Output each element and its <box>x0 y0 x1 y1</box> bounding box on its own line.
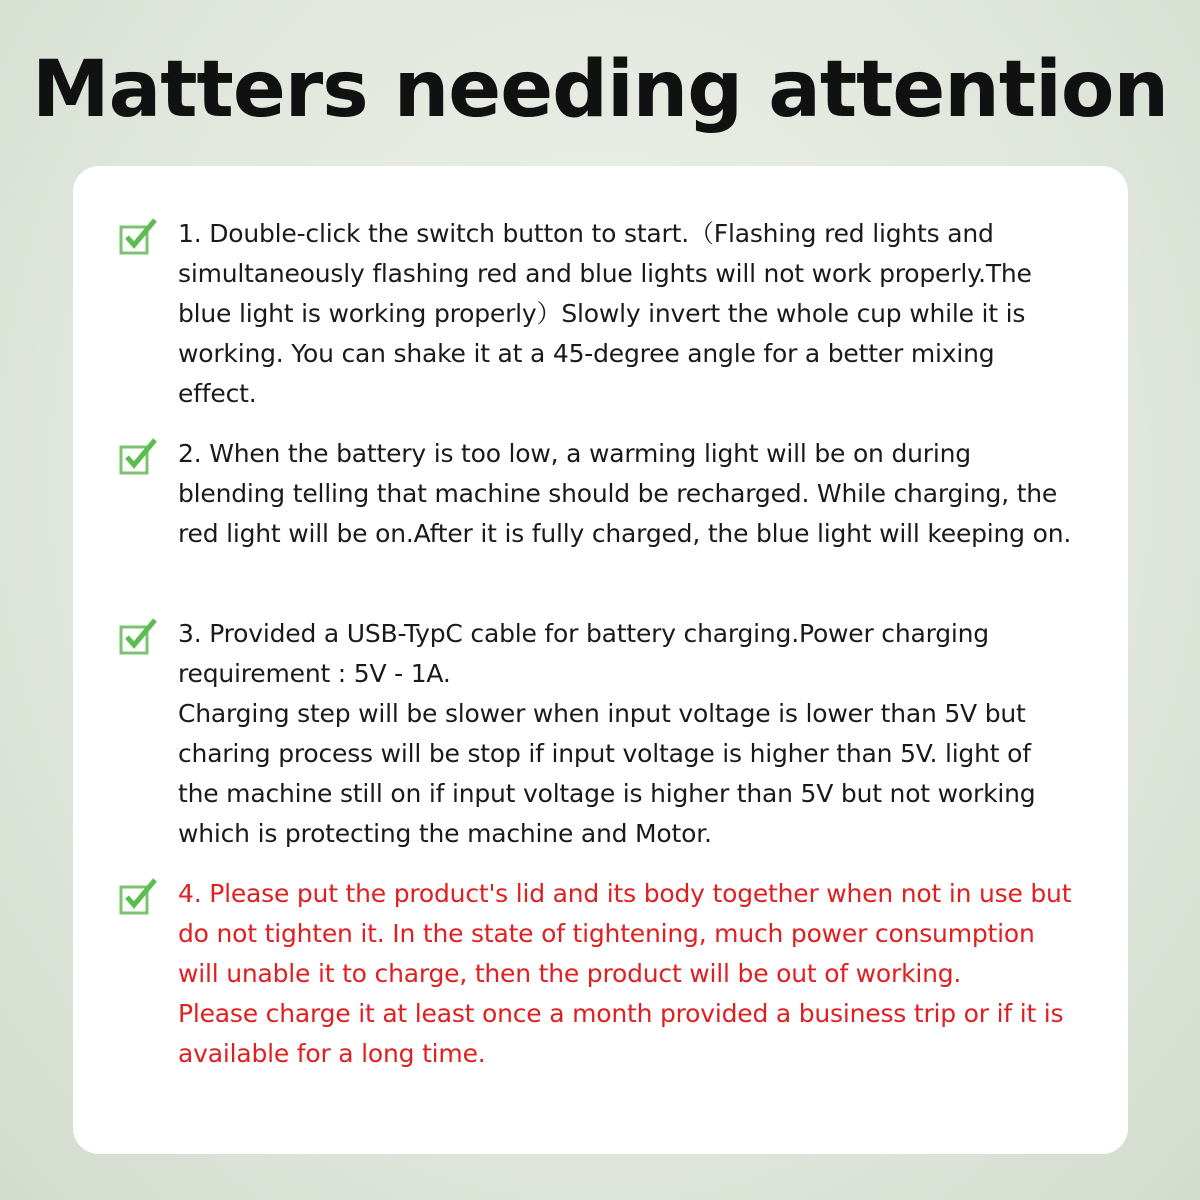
item-2-text <box>178 434 1078 554</box>
item-4-text <box>178 874 1078 1074</box>
checkbox-checked-icon <box>119 878 159 916</box>
checkbox-checked-icon <box>119 218 159 256</box>
item-4-paragraph-2: Please charge it at least once a month provided a business trip or if it is available for a long time. <box>178 999 1064 1068</box>
notes-card <box>73 166 1128 1154</box>
item-1-paragraph: 1. Double-click the switch button to start.（Flashing red lights and simultaneously flashing red and blue lights will not work properly.The blue light is working properly）Slowly invert the whole cup while it is working. You can shake it at a 45-degree angle for a better mixing effect. <box>178 219 1032 408</box>
item-1-text <box>178 214 1078 414</box>
item-3-paragraph-2: Charging step will be slower when input voltage is lower than 5V but charing process will be stop if input voltage is higher than 5V. light of the machine still on if input voltage is higher than 5V but not working which is protecting the machine and Motor. <box>178 699 1036 848</box>
page-title: Matters needing attention <box>32 45 1168 135</box>
checkbox-checked-icon <box>119 618 159 656</box>
item-4-paragraph-1: 4. Please put the product's lid and its body together when not in use but do not tighten it. In the state of tightening, much power consumption will unable it to charge, then the product will be out of working. <box>178 879 1072 988</box>
item-3-paragraph-1: 3. Provided a USB-TypC cable for battery charging.Power charging requirement : 5V - 1A. <box>178 619 989 688</box>
item-2-paragraph: 2. When the battery is too low, a warming light will be on during blending telling that machine should be recharged. While charging, the red light will be on.After it is fully charged, the blue light will keeping on. <box>178 439 1072 548</box>
checkbox-checked-icon <box>119 438 159 476</box>
item-3-text <box>178 614 1078 854</box>
